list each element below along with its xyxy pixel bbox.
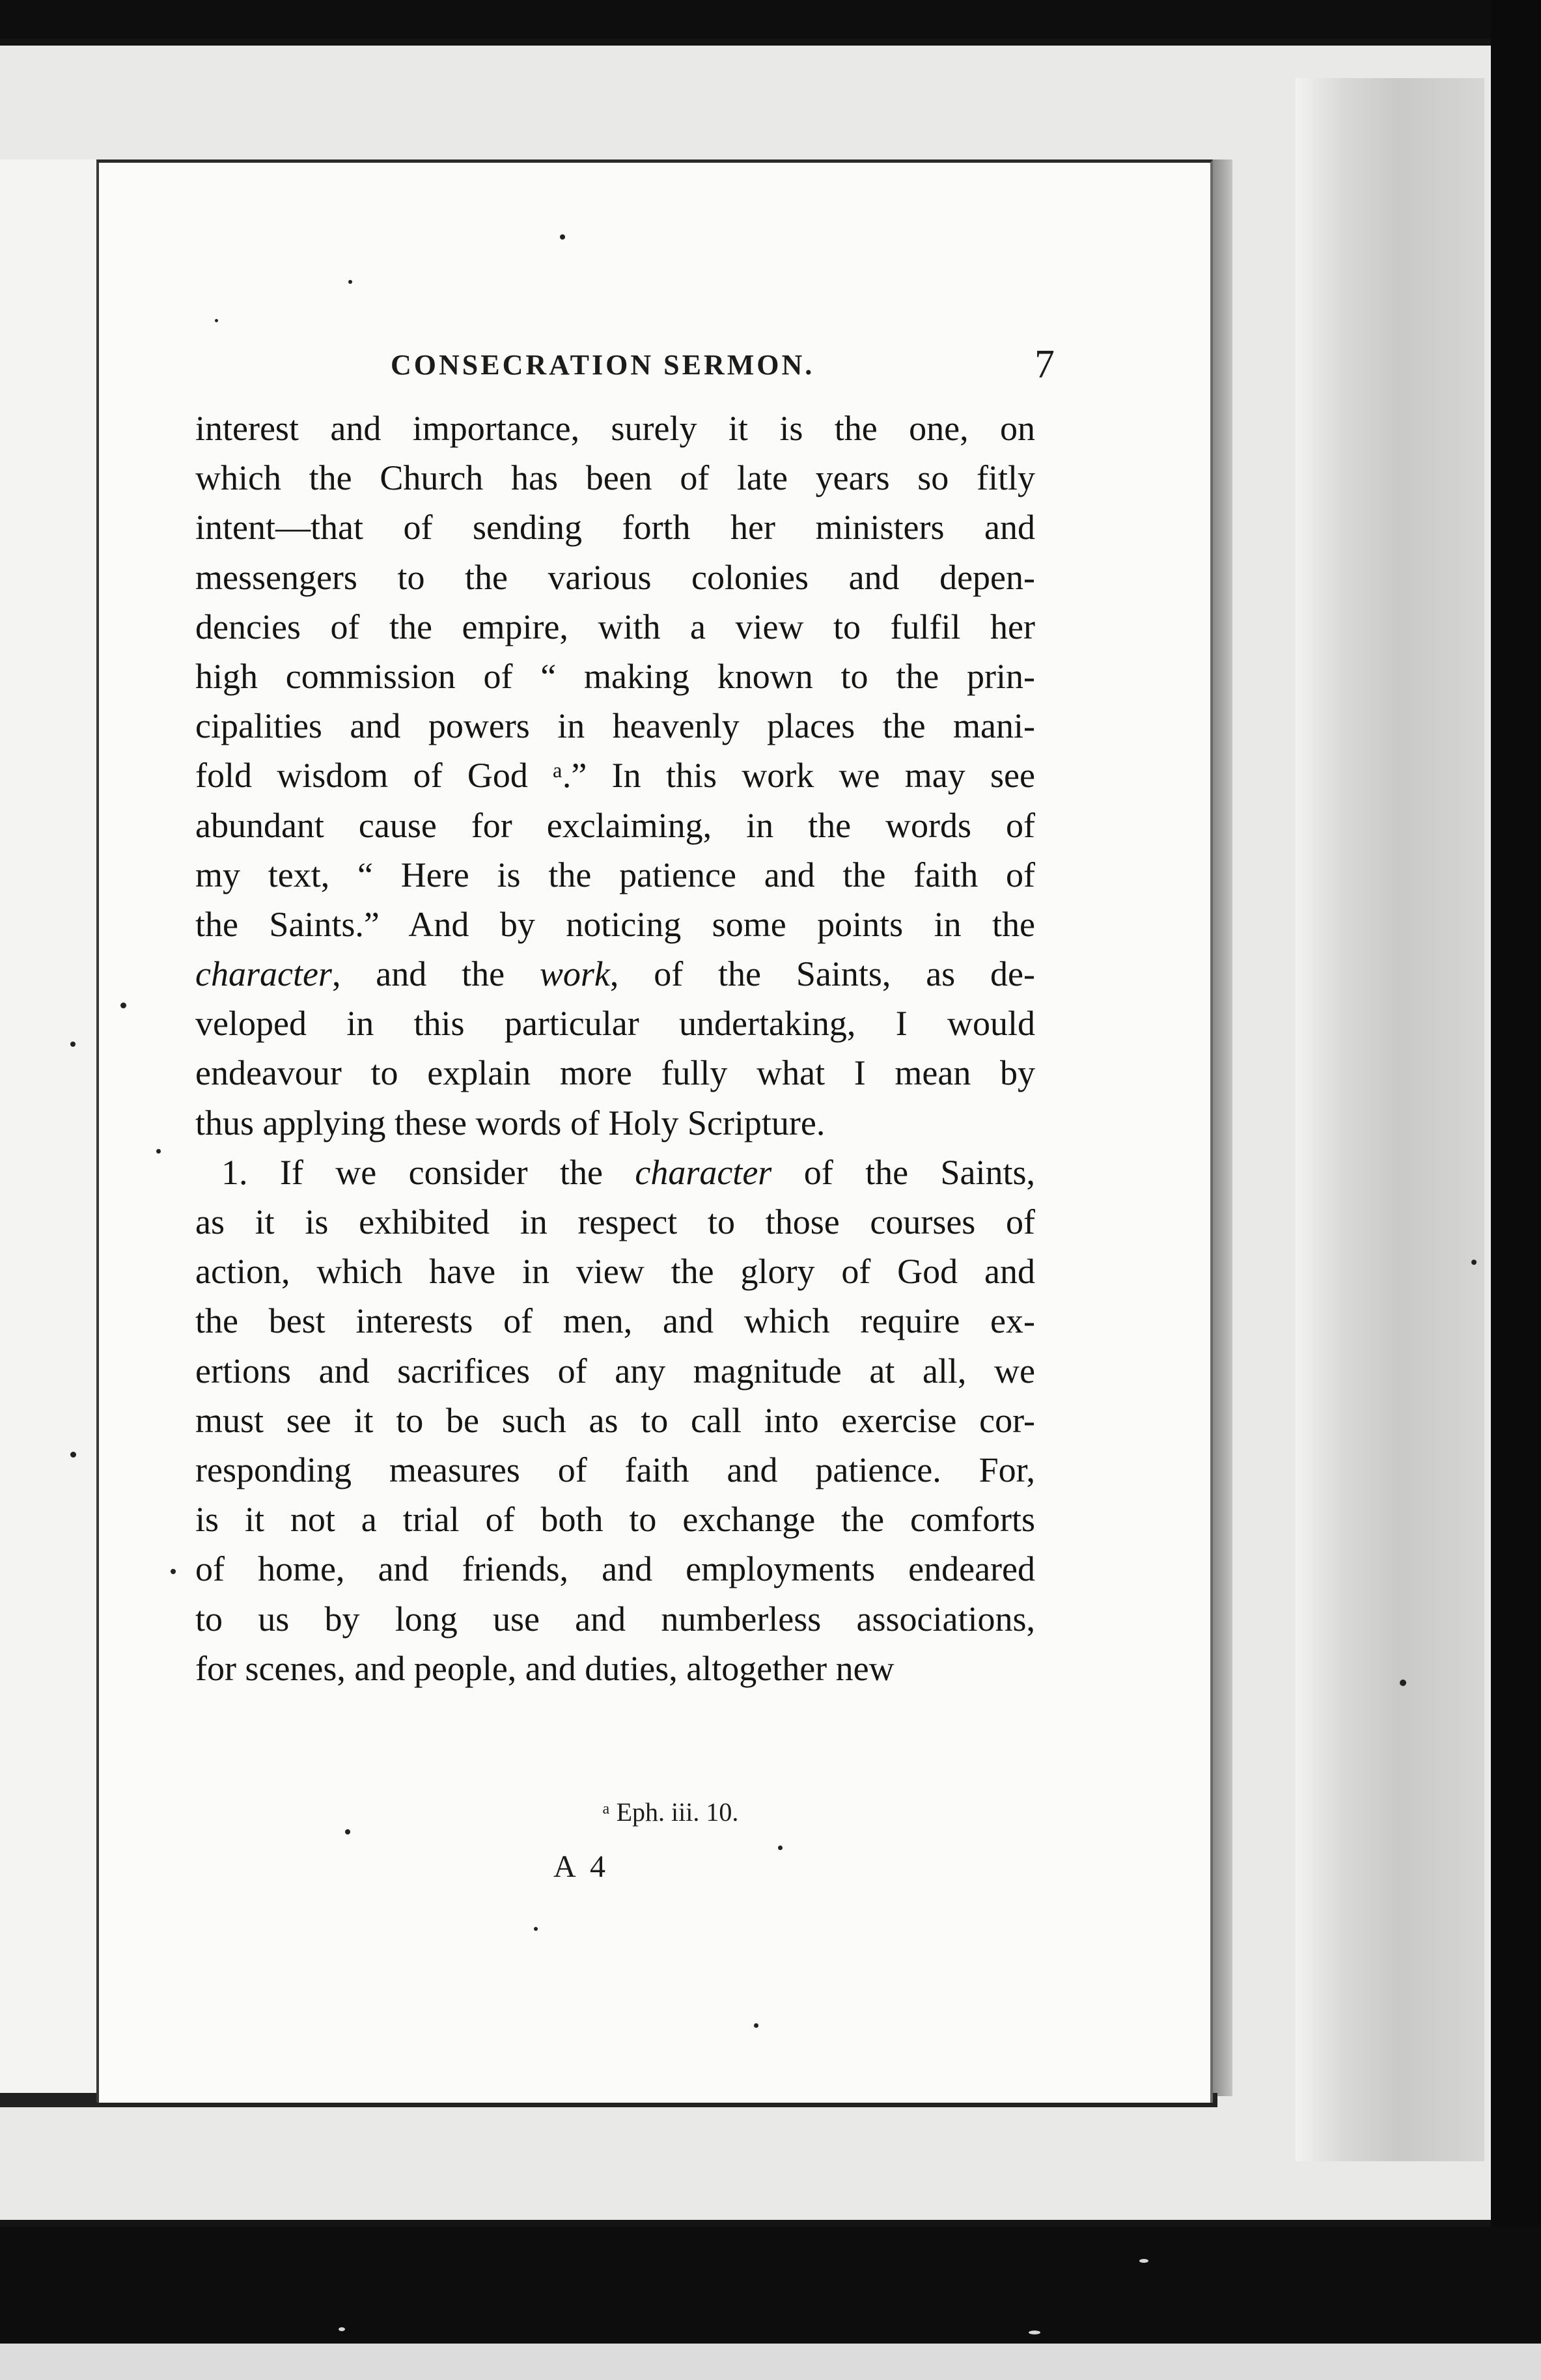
text-fragment: , of the Saints, as de-	[609, 954, 1035, 994]
scan-speck	[1139, 2259, 1148, 2263]
scan-speck	[1471, 1260, 1477, 1265]
text-fragment: , and the	[331, 954, 540, 994]
scan-speck	[215, 319, 218, 322]
text-line: ertions and sacrifices of any magnitude at all, we	[195, 1351, 1035, 1391]
text-line-italic	[195, 949, 1035, 999]
scan-speck	[1029, 2331, 1040, 2334]
text-line: interest and importance, surely it is the one, on	[195, 409, 1035, 448]
text-line: veloped in this particular undertaking, I would	[195, 1004, 1035, 1044]
scan-speck	[70, 1452, 76, 1458]
facing-page	[0, 159, 98, 2099]
text-line: of home, and friends, and employments endeared	[195, 1549, 1035, 1589]
scan-speck	[1400, 1680, 1406, 1686]
outer-leaf-edge	[1296, 78, 1484, 2161]
signature-mark: A 4	[553, 1849, 610, 1884]
running-head: CONSECRATION SERMON.	[391, 349, 815, 381]
text-line: for scenes, and people, and duties, altogether new	[195, 1648, 895, 1688]
page-fore-edge	[1213, 159, 1232, 2096]
text-line: the Saints.” And by noticing some points in the	[195, 904, 1035, 944]
scan-speck	[348, 280, 352, 284]
text-line: high commission of “ making known to the prin-	[195, 656, 1035, 696]
text-line: messengers to the various colonies and depen-	[195, 557, 1035, 597]
scan-speck	[339, 2327, 345, 2331]
scan-speck	[120, 1003, 126, 1008]
text-line: dencies of the empire, with a view to fulfil her	[195, 607, 1035, 646]
text-line: which the Church has been of late years so fitly	[195, 458, 1035, 498]
scan-speck	[754, 2023, 758, 2028]
text-line: cipalities and powers in heavenly places the mani-	[195, 706, 1035, 746]
scan-speck	[171, 1569, 176, 1574]
page-number: 7	[1034, 342, 1055, 387]
scan-top-edge	[0, 0, 1541, 39]
text-line: to us by long use and numberless associations,	[195, 1599, 1035, 1639]
scan-right-edge	[1491, 0, 1541, 2380]
italic-word: work	[539, 954, 610, 994]
text-line: fold wisdom of God ᵃ.” In this work we may see	[195, 756, 1035, 796]
footnote: ᵃ Eph. iii. 10.	[602, 1797, 739, 1827]
scan-speck	[778, 1846, 783, 1850]
text-line: abundant cause for exclaiming, in the words of	[195, 805, 1035, 845]
scan-speck	[560, 234, 565, 240]
italic-word: character	[635, 1152, 772, 1192]
text-line: action, which have in view the glory of God and	[195, 1252, 1035, 1292]
scan-speck	[156, 1149, 161, 1154]
scan-speck	[345, 1829, 350, 1834]
text-line: is it not a trial of both to exchange the comforts	[195, 1500, 1035, 1540]
text-line: endeavour to explain more fully what I mean by	[195, 1053, 1035, 1093]
text-line: thus applying these words of Holy Scripture.	[195, 1103, 826, 1142]
scan-speck	[534, 1927, 538, 1931]
body-text	[195, 404, 1035, 1693]
text-line: the best interests of men, and which require ex-	[195, 1301, 1035, 1341]
italic-word: character	[195, 954, 332, 994]
scan-bottom-strip	[0, 2344, 1541, 2380]
text-line: intent—that of sending forth her ministers and	[195, 508, 1035, 547]
scan-speck	[70, 1042, 76, 1047]
text-fragment: of the Saints,	[771, 1152, 1035, 1192]
text-line-italic	[195, 1148, 1035, 1197]
text-line: my text, “ Here is the patience and the faith of	[195, 855, 1035, 894]
text-fragment: 1. If we consider the	[221, 1152, 635, 1192]
text-line: responding measures of faith and patience. For,	[195, 1450, 1035, 1489]
text-line: must see it to be such as to call into exercise cor-	[195, 1400, 1035, 1440]
text-line: as it is exhibited in respect to those courses of	[195, 1202, 1035, 1241]
